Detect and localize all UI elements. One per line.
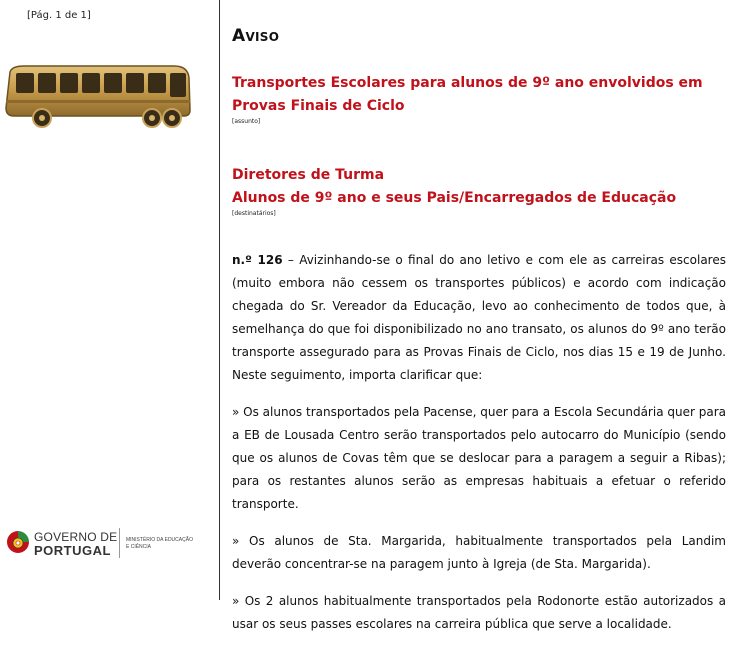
recipients-tag: [destinatários]	[232, 210, 276, 217]
recipients-block	[232, 164, 726, 218]
ministry-line-2: E CIÊNCIA	[126, 544, 152, 550]
logo-divider	[119, 528, 120, 558]
paragraph: » Os alunos transportados pela Pacense, quer para a Escola Secundária quer para a EB de Lousada Centro serão transportados pelo autocarro do Município (sendo que os alunos de Covas têm que se deslocar para a paragem a seguir a Ribas); para os restantes alunos serão as empresas habituais a efetuar o referido transporte.	[232, 405, 726, 511]
recipient-line-1: Diretores de Turma	[232, 167, 385, 183]
bus-icon	[2, 64, 192, 130]
page-title: Aviso	[232, 26, 280, 46]
recipient-line-2: Alunos de 9º ano e seus Pais/Encarregados de Educação	[232, 190, 677, 206]
subject-text: Transportes Escolares para alunos de 9º ano envolvidos em Provas Finais de Ciclo	[232, 75, 703, 114]
subject-block	[232, 72, 726, 126]
notice-number: n.º 126	[232, 253, 283, 267]
paragraph: » Os 2 alunos habitualmente transportados pela Rodonorte estão autorizados a usar os seus passes escolares na carreira pública que serve a localidade.	[232, 594, 726, 631]
ministry-line-1: MINISTÉRIO DA EDUCAÇÃO	[126, 537, 193, 543]
logo-line-2: PORTUGAL	[34, 543, 111, 558]
subject-tag: [assunto]	[232, 118, 261, 125]
notice-body	[232, 249, 726, 650]
government-logo	[6, 528, 216, 562]
portugal-emblem-icon	[6, 530, 30, 556]
paragraph	[232, 249, 726, 387]
page-number: [Pág. 1 de 1]	[27, 10, 91, 21]
logo-line-1: GOVERNO DE	[34, 530, 118, 544]
paragraph: » Os alunos de Sta. Margarida, habitualmente transportados pela Landim deverão concentrar-se na paragem junto à Igreja (de Sta. Margarida).	[232, 534, 726, 571]
paragraph-text: – Avizinhando-se o final do ano letivo e com ele as carreiras escolares (muito embora não cessem os transportes públicos) e acordo com indicação chegada do Sr. Vereador da Educação, levo ao conhecimento de todos que, à semelhança do que foi disponibilizado no ano transato, os alunos do 9º ano terão transporte assegurado para as Provas Finais de Ciclo, nos dias 15 e 19 de Junho. Neste seguimento, importa clarificar que:	[232, 253, 726, 382]
sidebar	[0, 0, 220, 600]
